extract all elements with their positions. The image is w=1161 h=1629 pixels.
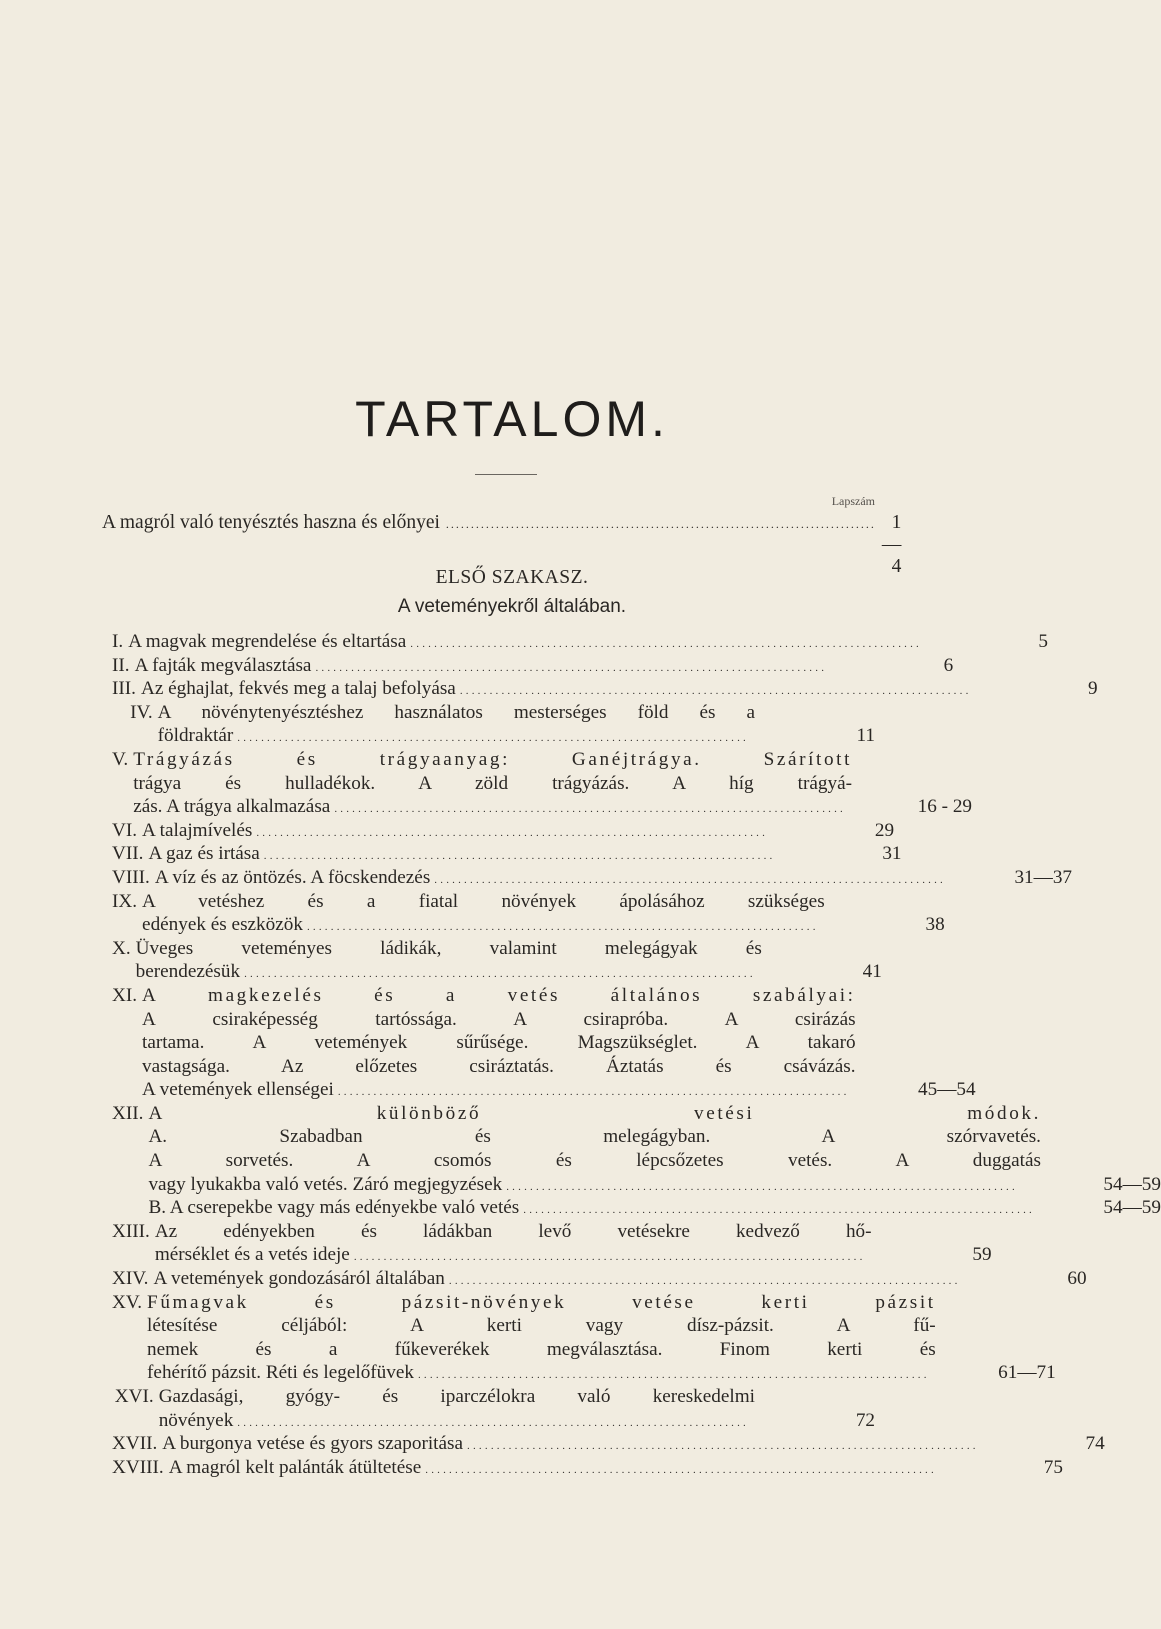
entry-page: 5 [1038,631,1048,652]
dot-leader: ...................................................................................... [425,1463,937,1476]
entry-text: fehérítő pázsit. Réti és legelőfüvek [147,1362,414,1384]
entry-body [159,1385,875,1432]
entry-line [142,984,976,1008]
entry-text: edények és eszközök [142,914,303,936]
entry-line [141,677,1098,701]
entry-number: VII. [112,843,144,865]
entry-line [155,866,1072,890]
entry-line [133,748,972,772]
entry-text: A magkezelés és a vetés általános szabályai: [142,984,856,1006]
entry-line [142,819,894,843]
toc-entry [112,937,882,984]
entry-line [136,960,882,984]
toc-entry [112,654,954,678]
entry-text: Az edényekben és ládákban levő vetésekre kedvező hő- [154,1220,872,1242]
entry-text: A. Szabadban és melegágyban. A szórvavetés. [148,1126,1041,1148]
entry-body [155,1220,992,1267]
entry-text: A víz és az öntözés. A föcskendezés [154,866,431,888]
toc-entry [112,1220,992,1267]
entry-body [158,701,875,748]
dot-leader: ...................................................................................... [337,1086,850,1099]
entry-line [155,1220,992,1244]
entry-page: 45—54 [918,1079,976,1101]
entry-body [136,937,882,984]
entry-body [155,866,1072,890]
entry-line [128,630,1048,654]
entry-page: 31 [882,843,902,865]
entry-line [155,1243,992,1267]
entry-line [135,654,954,678]
dot-leader: ...................................................................................... [315,661,828,674]
dot-leader: ...................................................................................... [244,968,756,981]
entry-number: XII. [112,1102,144,1124]
entry-body [133,748,972,819]
entry-line [148,1149,1161,1173]
entry-page: 75 [1043,1456,1063,1478]
entry-line [158,701,875,725]
entry-text: tartama. A vetemények sűrűsége. Magszükséglet. A takaró [142,1032,856,1054]
toc-entry [112,1102,1161,1220]
entry-line [148,1173,1161,1197]
toc-entry [112,1456,1063,1480]
entry-text: Az éghajlat, fekvés meg a talaj befolyása [140,678,456,700]
entry-body [153,1267,1086,1291]
toc-entry [112,866,1072,890]
entry-body [169,1456,1063,1480]
entry-text: A magról kelt palánták átültetése [168,1456,422,1478]
entry-text: Fűmagvak és pázsit-növények vetése kerti pázsit [147,1291,936,1313]
entry-text: berendezésük [135,961,241,983]
toc-entry [112,984,976,1102]
page-column-header: Lapszám [831,494,875,508]
entry-number: IV. [130,701,153,723]
entry-number: IX. [112,890,138,912]
entry-body [128,630,1048,654]
entry-text: nemek és a fűkeverékek megválasztása. Finom kerti és [147,1338,936,1360]
entry-page: 38 [925,914,945,936]
entry-page: 72 [855,1409,875,1431]
entry-text: A sorvetés. A csomós és lépcsőzetes vetés. A duggatás [148,1150,1041,1172]
toc-entry [112,1291,1056,1385]
entry-line [162,1432,1104,1456]
entry-text: Trágyázás és trágyaanyag: Ganéjtrágya. Szárított [133,748,853,770]
toc-entry [112,1385,875,1432]
section-subheading: A veteményekről általában. [397,596,627,617]
entry-text: növények [158,1409,234,1431]
entry-line [147,1314,1056,1338]
toc-entry [112,677,1098,701]
entry-text: A különböző vetési módok. [148,1102,1041,1124]
entry-line [142,1031,976,1055]
entry-body [147,1291,1056,1385]
entry-page: 6 [943,654,954,676]
entry-line [147,1291,1056,1315]
dot-leader: ...................................................................................... [263,850,776,863]
entry-text: A fajták megválasztása [134,654,312,676]
entry-number: I. [112,631,124,652]
entry-body [135,654,954,678]
entry-line [142,1008,976,1032]
toc-entry [112,1267,1087,1291]
entry-page: 54—59 [1103,1173,1161,1195]
entry-line [133,795,972,819]
entry-number: X. [112,937,131,959]
dot-leader: ...................................................................................... [334,803,847,816]
entry-number: V. [112,748,129,770]
entry-number: XV. [112,1291,143,1313]
entry-text: vagy lyukakba való vetés. Záró megjegyzések [148,1173,503,1195]
entry-body [148,1102,1161,1220]
table-of-contents [112,630,1161,1479]
entry-line [148,1125,1161,1149]
entry-number: VI. [112,819,138,841]
entry-line [148,1196,1161,1220]
entry-body [142,984,976,1102]
entry-text: mérséklet és a vetés ideje [154,1244,350,1266]
entry-text: vastagsága. Az előzetes csiráztatás. Áztatás és csávázás. [142,1055,856,1077]
entry-number: XVI. [114,1386,154,1407]
entry-text: létesítése céljából: A kerti vagy dísz-pázsit. A fű- [147,1315,936,1337]
entry-line [148,842,901,866]
page-title: TARTALOM. [355,391,669,447]
entry-line [159,1409,875,1433]
entry-page: 9 [1087,678,1098,700]
intro-text: A magról való tenyésztés haszna és előnyei [102,512,440,533]
entry-text: A növénytenyésztéshez használatos mesterséges föld és a [157,701,755,723]
toc-entry [112,701,875,748]
dot-leader: ...................................................................................... [306,921,819,934]
entry-page: 16 - 29 [917,796,973,818]
toc-entry [112,1432,1105,1456]
dot-leader: ...................................................................................... [353,1251,866,1264]
entry-text: földraktár [157,725,234,747]
dot-leader: ...................................................................................... [434,873,946,886]
entry-line [142,1055,976,1079]
entry-page: 29 [874,819,895,841]
entry-page: 60 [1067,1268,1087,1290]
toc-entry [112,630,1048,654]
entry-text: A vetemények gondozásáról általában [153,1268,445,1290]
entry-line [147,1361,1056,1385]
entry-body [142,890,945,937]
intro-entry [102,512,902,577]
entry-body [142,819,894,843]
entry-page: 11 [856,725,875,747]
dot-leader: ...................................................................................... [256,826,769,839]
entry-text: Gazdasági, gyógy- és iparczélokra való kereskedelmi [158,1386,755,1407]
entry-line [136,937,882,961]
entry-page: 61—71 [998,1362,1056,1384]
entry-number: II. [112,654,130,676]
entry-text: A talajmívelés [142,819,253,841]
entry-text: trágya és hulladékok. A zöld trágyázás. A híg trágyá- [133,772,853,794]
entry-number: III. [112,678,136,700]
entry-page: 74 [1085,1433,1105,1455]
toc-entry [112,819,895,843]
entry-number: XIII. [112,1220,150,1242]
entry-text: A csiraképesség tartóssága. A csirapróba. A csirázás [142,1008,856,1030]
dot-leader: ...................................................................................... [467,1440,979,1453]
entry-text: A vetéshez és a fiatal növények ápolásához szükséges [142,890,825,912]
dot-leader: ...................................................................................... [237,732,749,745]
entry-number: XVIII. [112,1456,164,1478]
entry-line [142,890,945,914]
entry-number: XVII. [112,1433,158,1455]
entry-line [133,772,972,796]
entry-text: B. A cserepekbe vagy más edényekbe való vetés [148,1197,520,1219]
section-heading: ELSŐ SZAKASZ. [435,567,589,588]
toc-entry [112,748,973,819]
entry-line [148,1102,1161,1126]
intro-page: 1—4 [881,512,902,577]
toc-entry [112,890,945,937]
entry-line [159,1385,875,1409]
entry-text: A burgonya vetése és gyors szaporitása [162,1433,464,1455]
dot-leader: ...................................................................................... [237,1416,749,1429]
entry-number: VIII. [112,866,150,888]
entry-body [162,1432,1104,1456]
toc-entry [112,842,902,866]
dot-leader: ...................................................................................... [445,517,876,531]
entry-line [142,913,945,937]
dot-leader: ...................................................................................... [410,638,922,650]
entry-text: A magvak megrendelése és eltartása [128,631,407,652]
entry-line [169,1456,1063,1480]
entry-text: A vetemények ellenségei [142,1079,334,1101]
entry-number: XIV. [112,1268,149,1290]
entry-number: XI. [112,984,138,1006]
entry-line [142,1078,976,1102]
entry-page: 59 [972,1244,992,1266]
dot-leader: ...................................................................................... [459,685,972,698]
dot-leader: ...................................................................................... [448,1275,961,1288]
entry-body [148,842,901,866]
dot-leader: ...................................................................................... [506,1180,1018,1193]
entry-text: A gaz és irtása [148,843,260,865]
entry-body [141,677,1098,701]
entry-line [153,1267,1086,1291]
entry-page: 31—37 [1014,866,1072,888]
entry-text: Üveges veteményes ládikák, valamint melegágyak és [135,937,762,959]
entry-page: 54—59 [1103,1197,1161,1219]
entry-line [158,724,875,748]
entry-line [147,1338,1056,1362]
dot-leader: ...................................................................................... [417,1369,930,1382]
entry-text: zás. A trágya alkalmazása [133,796,331,818]
title-rule [475,474,537,475]
entry-page: 41 [862,961,882,983]
dot-leader: ...................................................................................... [523,1204,1035,1217]
